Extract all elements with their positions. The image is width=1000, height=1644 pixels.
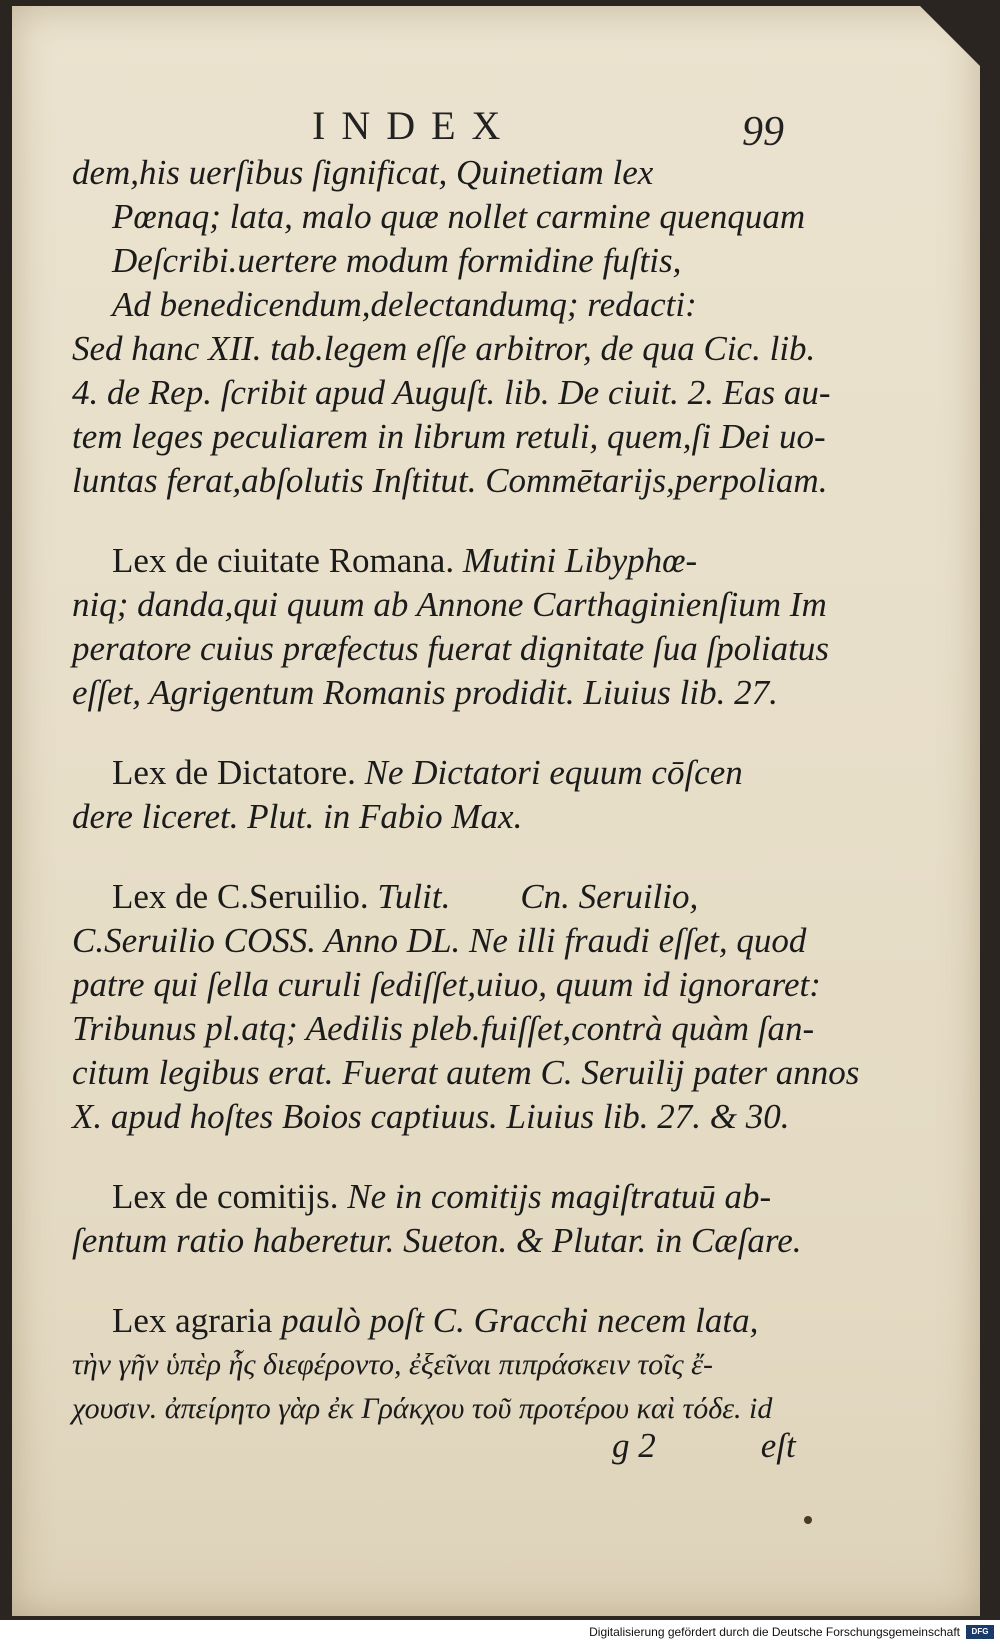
entry-first-line <box>72 1175 832 1219</box>
entry-text: Ne Dictatori equum cōſcen <box>364 753 743 792</box>
catchword: eſt <box>760 1426 796 1465</box>
text-line: Ad benedicendum,delectandumq; redacti: <box>112 285 697 324</box>
text-line: 4. de Rep. ſcribit apud Auguſt. lib. De ciuit. 2. Eas au- <box>72 373 831 412</box>
entry-text: Mutini Libyphœ- <box>462 541 698 580</box>
text-line: tem leges peculiarem in librum retuli, quem,ſi Dei uo- <box>72 417 826 456</box>
text-line: Tribunus pl.atq; Aedilis pleb.fuiſſet,contrà quàm ſan- <box>72 1009 815 1048</box>
entry-first-line <box>72 751 832 795</box>
text-line: ſentum ratio haberetur. Sueton. & Plutar. in Cæſare. <box>72 1221 802 1260</box>
text-line: luntas ferat,abſolutis Inſtitut. Commētarijs,perpoliam. <box>72 461 828 500</box>
entry-heading: Lex de C.Seruilio. <box>112 877 369 916</box>
text-line: eſſet, Agrigentum Romanis prodidit. Liuius lib. 27. <box>72 673 778 712</box>
entry-first-line <box>72 539 832 583</box>
signature-mark: g 2 <box>612 1426 656 1465</box>
text-line: X. apud hoſtes Boios captiuus. Liuius lib. 27. & 30. <box>72 1097 790 1136</box>
footer-text: Digitalisierung gefördert durch die Deutsche Forschungsgemeinschaft <box>589 1625 960 1639</box>
entry-heading: Lex de comitijs. <box>112 1177 339 1216</box>
page-text <box>72 151 860 1431</box>
text-line: dem,his uerſibus ſignificat, Quinetiam lex <box>72 153 654 192</box>
entry-first-line <box>72 1299 832 1343</box>
dfg-logo: DFG <box>966 1625 994 1639</box>
entry-first-line <box>72 875 832 919</box>
catch-line <box>612 1426 796 1466</box>
text-line: citum legibus erat. Fuerat autem C. Seruilij pater annos <box>72 1053 860 1092</box>
entry-heading: Lex de Dictatore. <box>112 753 356 792</box>
text-line: Deſcribi.uertere modum formidine fuſtis, <box>112 241 682 280</box>
text-line: C.Seruilio COSS. Anno DL. Ne illi fraudi eſſet, quod <box>72 921 807 960</box>
running-head: INDEX <box>312 103 517 148</box>
ink-spot <box>804 1516 812 1524</box>
entry-text: Ne in comitijs magiſtratuū ab- <box>347 1177 772 1216</box>
text-line: peratore cuius præfectus fuerat dignitate ſua ſpoliatus <box>72 629 829 668</box>
page-corner-fold <box>920 6 980 66</box>
entry-heading: Lex agraria <box>112 1301 273 1340</box>
entry-text: Tulit. Cn. Seruilio, <box>377 877 699 916</box>
text-line: dere liceret. Plut. in Fabio Max. <box>72 797 523 836</box>
text-line: niq; danda,qui quum ab Annone Carthaginienſium Im <box>72 585 827 624</box>
text-line: Sed hanc XII. tab.legem eſſe arbitror, de qua Cic. lib. <box>72 329 816 368</box>
page-number: 99 <box>742 109 784 155</box>
digitization-footer <box>0 1620 1000 1644</box>
entry-heading: Lex de ciuitate Romana. <box>112 541 455 580</box>
greek-line: χουσιν. ἀπείρητο γὰρ ἐκ Γράκχου τοῦ προτέρου καὶ τόδε. id <box>72 1392 773 1425</box>
text-line: patre qui ſella curuli ſediſſet,uiuo, quum id ignoraret: <box>72 965 821 1004</box>
entry-text: paulò poſt C. Gracchi necem lata, <box>281 1301 759 1340</box>
greek-line: τὴν γῆν ὑπὲρ ἧς διεφέροντο, ἐξεῖναι πιπράσκειν τοῖς ἔ- <box>72 1348 713 1381</box>
book-page <box>12 6 980 1616</box>
text-line: Pœnaq; lata, malo quæ nollet carmine quenquam <box>112 197 806 236</box>
